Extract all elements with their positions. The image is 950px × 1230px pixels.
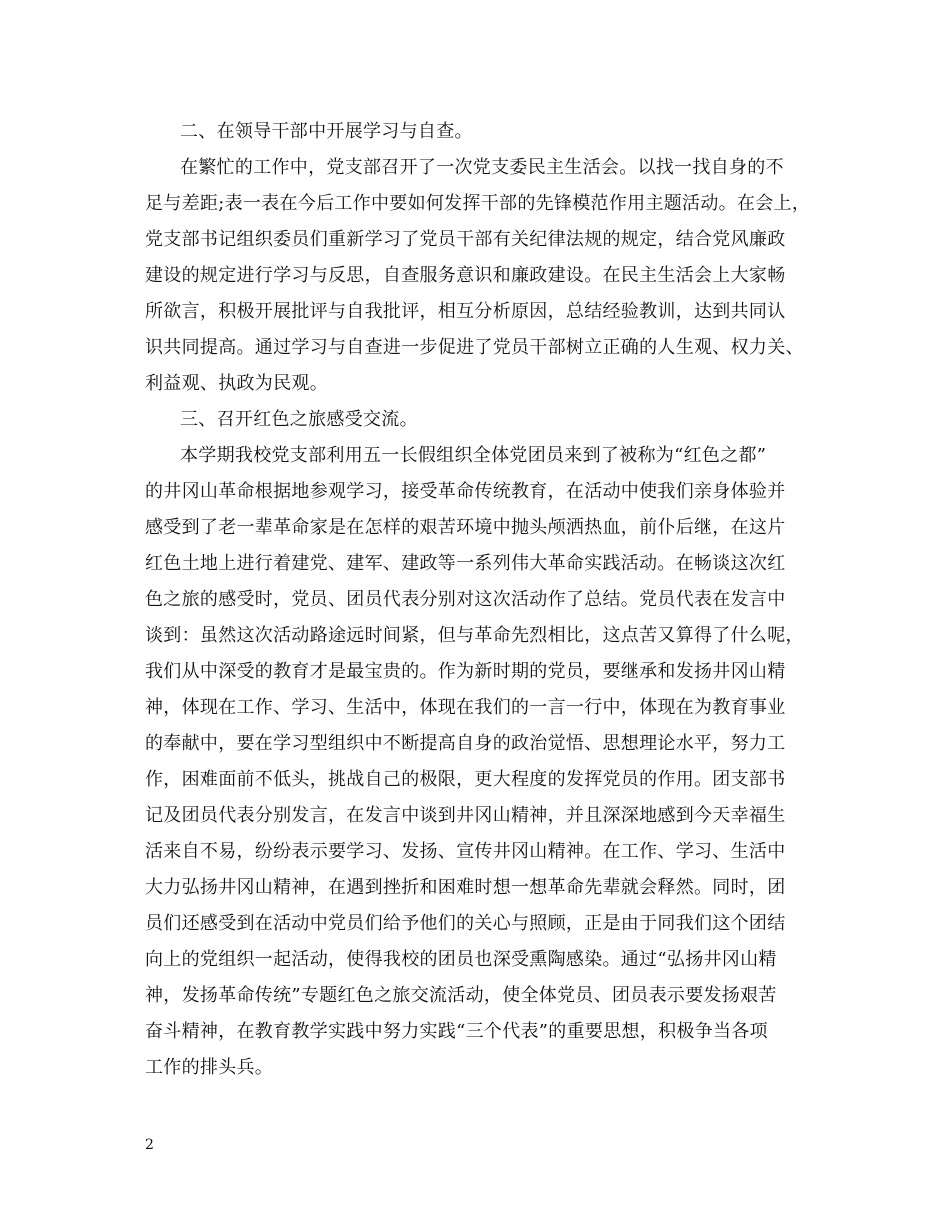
text-line: 工作的排头兵。 [145,1057,274,1078]
text-line: 所欲言，积极开展批评与自我批评，相互分析原因，总结经验教训，达到共同认 [145,301,786,322]
text-line: 建设的规定进行学习与反思，自查服务意识和廉政建设。在民主生活会上大家畅 [145,265,786,286]
text-line: 向上的党组织一起活动，使得我校的团员也深受熏陶感染。通过“弘扬井冈山精 [145,949,777,970]
text-line: 识共同提高。通过学习与自查进一步促进了党员干部树立正确的人生观、权力关、 [145,337,804,358]
text-line: 神，发扬革命传统”专题红色之旅交流活动，使全体党员、团员表示要发扬艰苦 [145,985,777,1006]
text-line: 谈到：虽然这次活动路途远时间紧，但与革命先烈相比，这点苦又算得了什么呢， [145,625,804,646]
text-line: 的奉献中，要在学习型组织中不断提高自身的政治觉悟、思想理论水平，努力工 [145,733,786,754]
text-line: 我们从中深受的教育才是最宝贵的。作为新时期的党员，要继承和发扬井冈山精 [145,661,786,682]
text-line: 记及团员代表分别发言，在发言中谈到井冈山精神，并且深深地感到今天幸福生 [145,805,786,826]
text-line: 利益观、执政为民观。 [145,373,328,394]
text-line: 大力弘扬井冈山精神，在遇到挫折和困难时想一想革命先辈就会释然。同时，团 [145,877,786,898]
text-line: 活来自不易，纷纷表示要学习、发扬、宣传井冈山精神。在工作、学习、生活中 [145,841,786,862]
text-line: 足与差距;表一表在今后工作中要如何发挥干部的先锋模范作用主题活动。在会上， [145,193,811,214]
text-line: 奋斗精神，在教育教学实践中努力实践“三个代表”的重要思想，积极争当各项 [145,1021,768,1042]
text-line: 本学期我校党支部利用五一长假组织全体党团员来到了被称为“红色之都” [180,445,767,466]
page-number: 2 [145,1137,154,1153]
section-heading-2: 二、在领导干部中开展学习与自查。 [180,121,473,142]
text-line: 的井冈山革命根据地参观学习，接受革命传统教育，在活动中使我们亲身体验并 [145,481,786,502]
section-heading-3: 三、召开红色之旅感受交流。 [180,409,418,430]
text-line: 党支部书记组织委员们重新学习了党员干部有关纪律法规的规定，结合党风廉政 [145,229,786,250]
text-line: 作，困难面前不低头，挑战自己的极限，更大程度的发挥党员的作用。团支部书 [145,769,786,790]
text-line: 员们还感受到在活动中党员们给予他们的关心与照顾，正是由于同我们这个团结 [145,913,786,934]
text-line: 神，体现在工作、学习、生活中，体现在我们的一言一行中，体现在为教育事业 [145,697,786,718]
text-line: 色之旅的感受时，党员、团员代表分别对这次活动作了总结。党员代表在发言中 [145,589,786,610]
text-line: 红色土地上进行着建党、建军、建政等一系列伟大革命实践活动。在畅谈这次红 [145,553,786,574]
text-line: 感受到了老一辈革命家是在怎样的艰苦环境中抛头颅洒热血，前仆后继，在这片 [145,517,786,538]
text-line: 在繁忙的工作中，党支部召开了一次党支委民主生活会。以找一找自身的不 [180,157,784,178]
